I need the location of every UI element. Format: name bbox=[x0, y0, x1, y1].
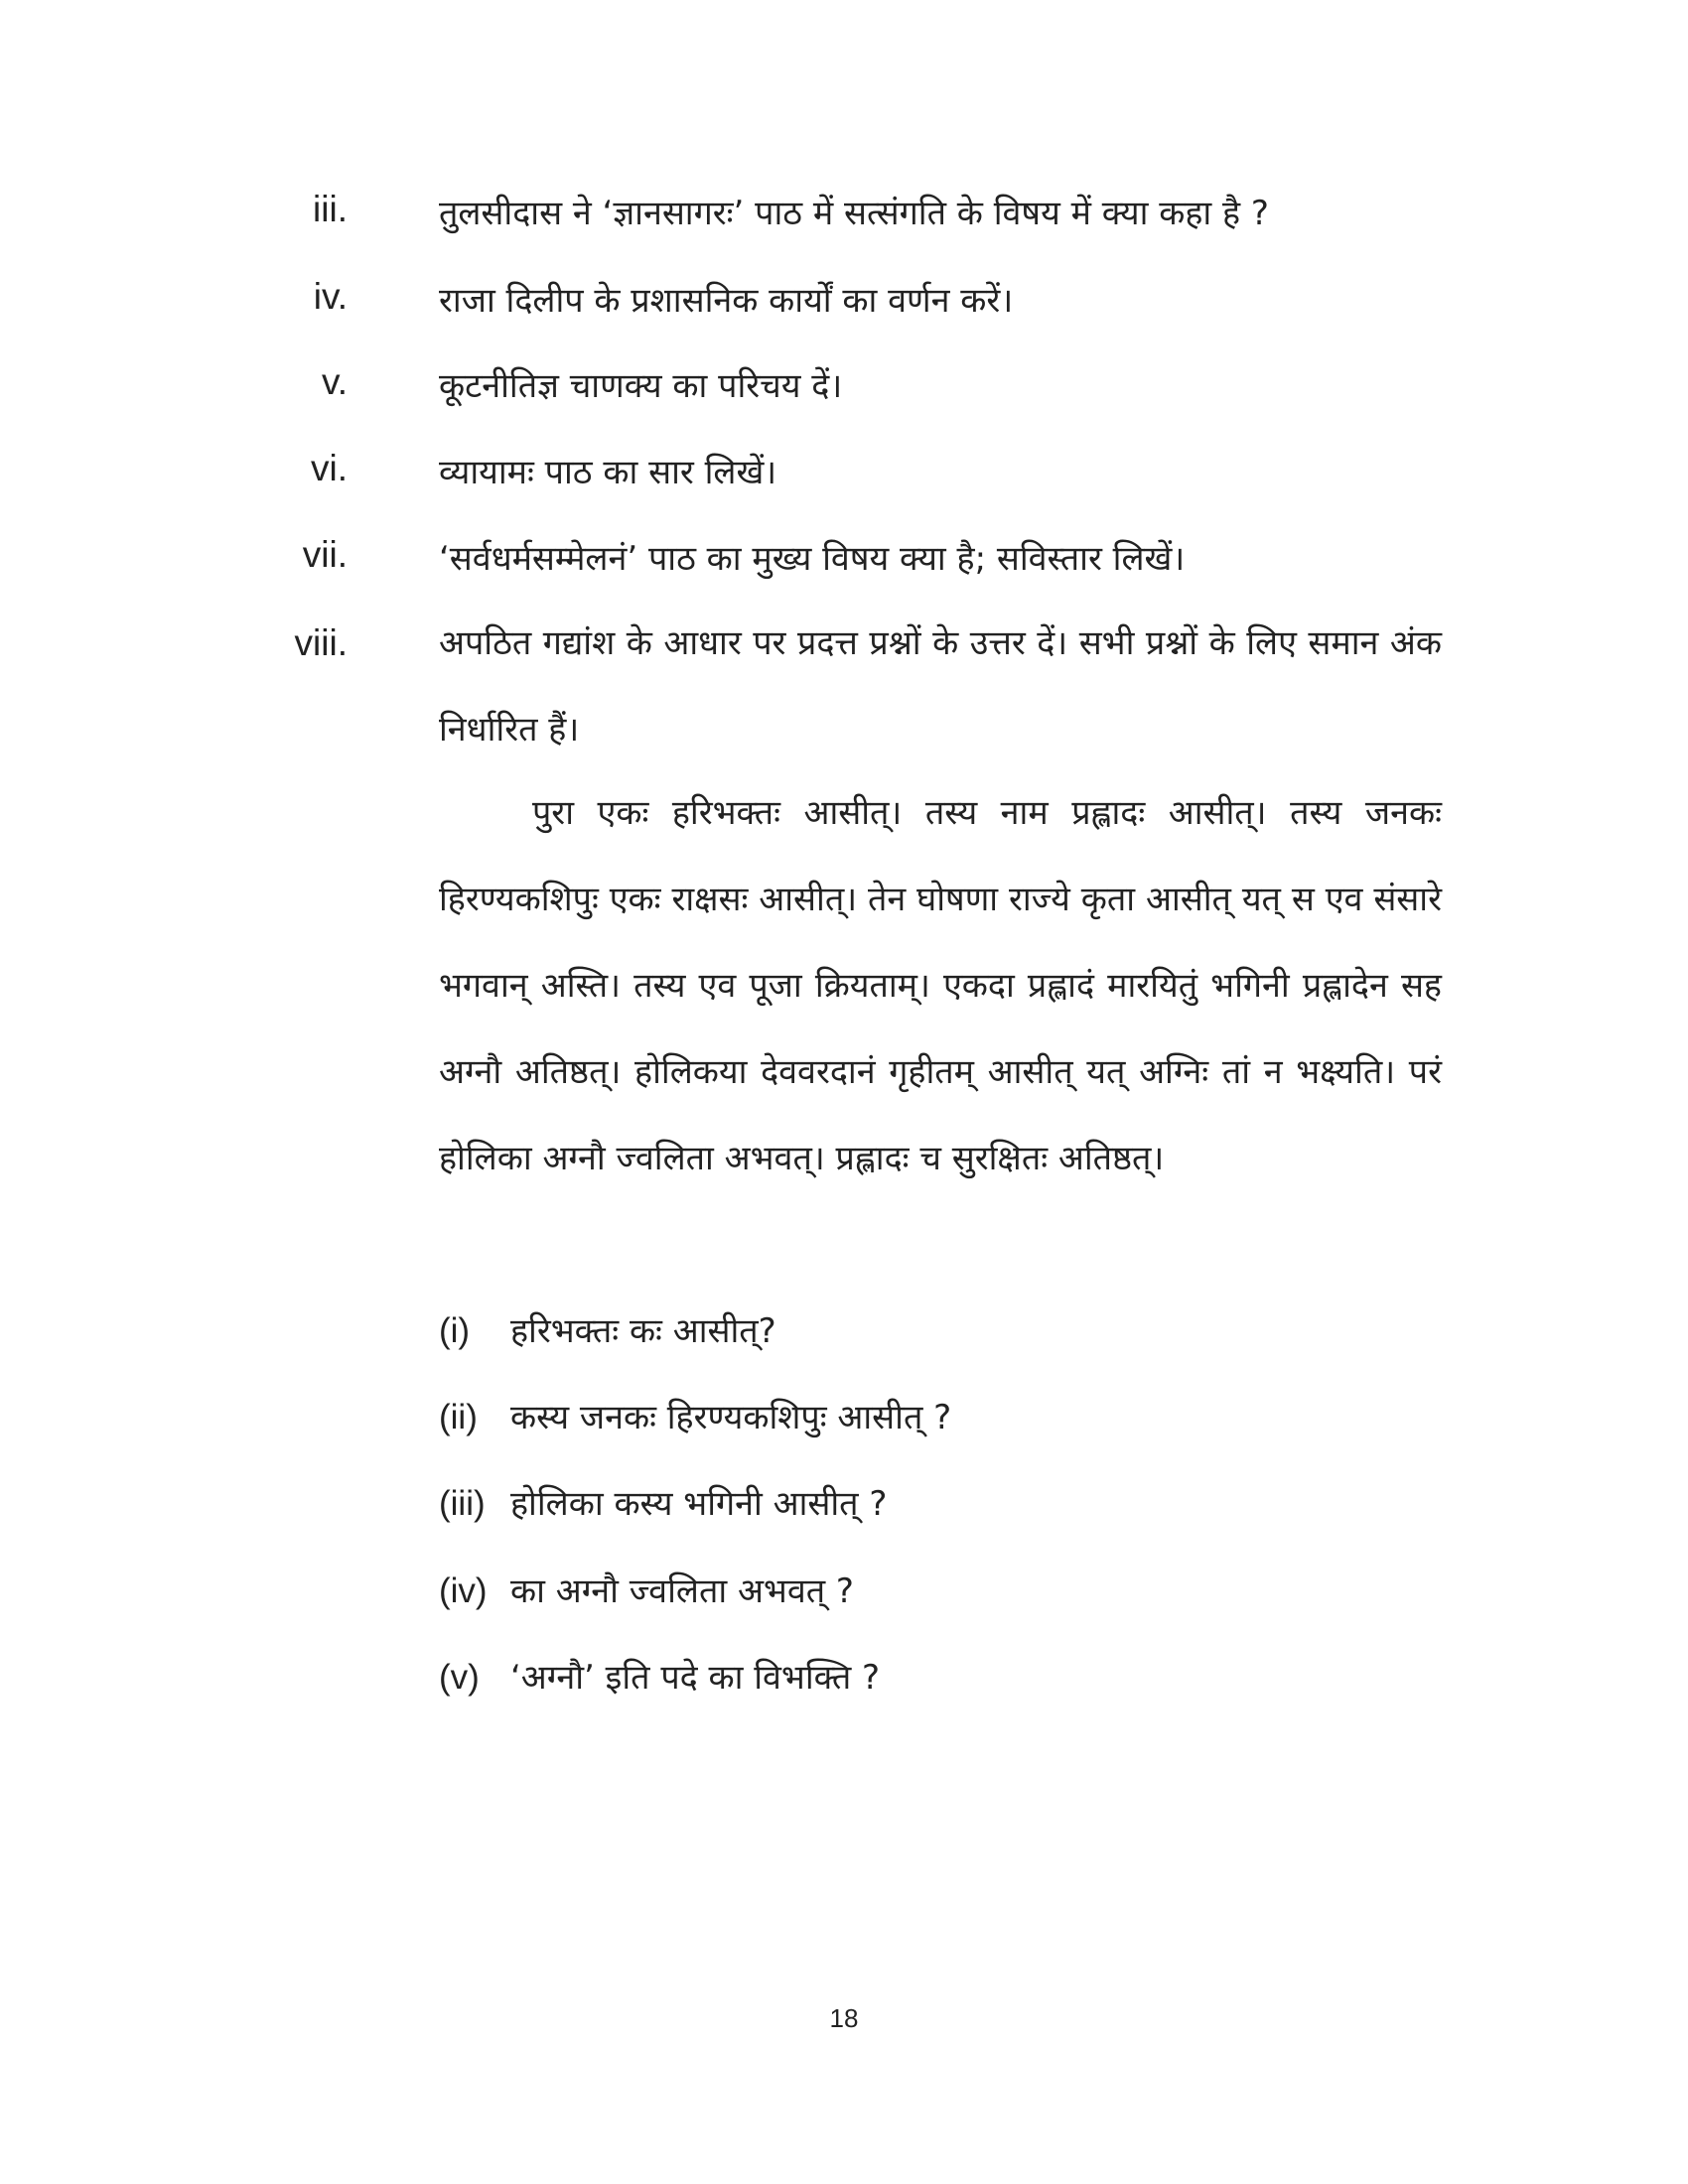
question-number: iii. bbox=[313, 189, 348, 229]
sub-question-number: (v) bbox=[439, 1658, 480, 1697]
sub-question-i bbox=[439, 1306, 776, 1352]
page-number: 18 bbox=[829, 2003, 859, 2033]
question-text: अपठित गद्यांश के आधार पर प्रदत्त प्रश्नों के उत्तर दें। सभी प्रश्नों के लिए समान अंक निर्धारित हैं। bbox=[439, 623, 1442, 750]
question-number: iv. bbox=[313, 276, 348, 317]
sub-question-text: का अग्नौ ज्वलिता अभवत् ? bbox=[510, 1571, 854, 1611]
question-number: v. bbox=[321, 361, 348, 402]
sub-question-number: (i) bbox=[439, 1311, 471, 1350]
question-number: vii. bbox=[302, 534, 348, 575]
unseen-passage: पुरा एकः हरिभक्तः आसीत्। तस्य नाम प्रह्लादः आसीत्। तस्य जनकः हिरण्यकशिपुः एकः राक्षसः आसीत्। तेन घोषणा राज्ये कृता आसीत् यत् स एव संसारे भगवान् अस्ति। तस्य एव पूजा क्रियताम्। एकदा प्रह्लादं मारयितुं भगिनी प्रह्लादेन सह अग्नौ अतिष्ठत्। होलिकया देववरदानं गृहीतम् आसीत् यत् अग्निः तां न भक्ष्यति। परं होलिका अग्नौ ज्वलिता अभवत्। प्रह्लादः च सुरक्षितः अतिष्ठत्। bbox=[439, 793, 1442, 1178]
sub-question-text: ‘अग्नौ’ इति पदे का विभक्ति ? bbox=[510, 1658, 881, 1698]
sub-question-v bbox=[439, 1653, 880, 1699]
question-number: viii. bbox=[294, 622, 348, 663]
sub-question-number: (iii) bbox=[439, 1484, 486, 1523]
question-text: कूटनीतिज्ञ चाणक्य का परिचय दें। bbox=[439, 366, 843, 406]
question-text: तुलसीदास ने ‘ज्ञानसागरः’ पाठ में सत्संगति के विषय में क्या कहा है ? bbox=[439, 194, 1269, 233]
sub-question-iii bbox=[439, 1479, 887, 1525]
question-text: ‘सर्वधर्मसम्मेलनं’ पाठ का मुख्य विषय क्या है; सविस्तार लिखें। bbox=[439, 539, 1186, 579]
question-text: व्यायामः पाठ का सार लिखें। bbox=[439, 453, 777, 492]
question-text: राजा दिलीप के प्रशासनिक कार्यों का वर्णन करें। bbox=[439, 281, 1014, 321]
question-number: vi. bbox=[311, 448, 348, 488]
sub-question-text: हरिभक्तः कः आसीत्? bbox=[510, 1311, 776, 1351]
sub-question-number: (iv) bbox=[439, 1571, 488, 1610]
sub-question-text: कस्य जनकः हिरण्यकशिपुः आसीत् ? bbox=[510, 1398, 952, 1437]
sub-question-number: (ii) bbox=[439, 1398, 478, 1436]
sub-question-text: होलिका कस्य भगिनी आसीत् ? bbox=[510, 1484, 888, 1524]
sub-question-ii bbox=[439, 1393, 951, 1438]
sub-question-iv bbox=[439, 1567, 854, 1612]
